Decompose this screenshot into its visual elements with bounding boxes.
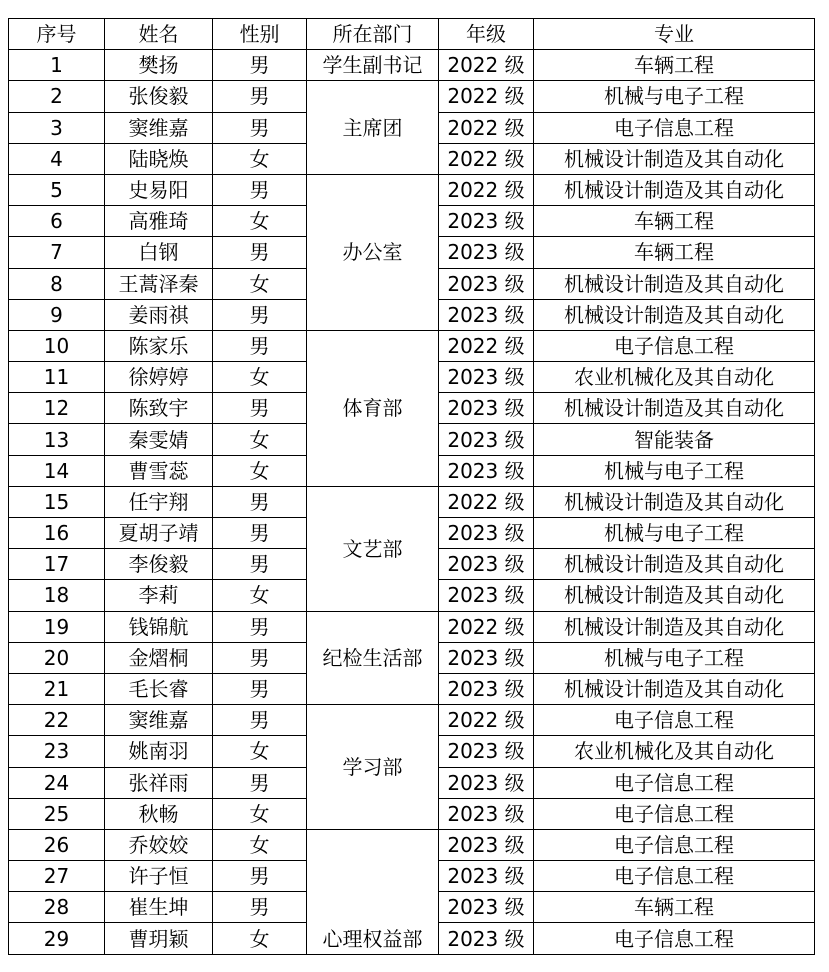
table-row	[9, 611, 815, 642]
cell-index: 7	[9, 237, 105, 268]
cell-major: 机械设计制造及其自动化	[534, 268, 815, 299]
cell-gender: 男	[213, 81, 307, 112]
cell-grade: 2022 级	[439, 50, 534, 81]
cell-index: 17	[9, 549, 105, 580]
cell-gender: 男	[213, 549, 307, 580]
cell-gender: 男	[213, 112, 307, 143]
cell-gender: 女	[213, 362, 307, 393]
cell-name: 张祥雨	[105, 767, 213, 798]
cell-major: 电子信息工程	[534, 798, 815, 829]
cell-major: 机械设计制造及其自动化	[534, 611, 815, 642]
cell-grade: 2023 级	[439, 237, 534, 268]
cell-name: 窦维嘉	[105, 705, 213, 736]
cell-name: 毛长睿	[105, 673, 213, 704]
cell-gender: 女	[213, 923, 307, 954]
cell-grade: 2023 级	[439, 829, 534, 860]
cell-name: 徐婷婷	[105, 362, 213, 393]
cell-gender: 男	[213, 50, 307, 81]
cell-gender: 男	[213, 705, 307, 736]
cell-index: 29	[9, 923, 105, 954]
cell-major: 电子信息工程	[534, 705, 815, 736]
cell-major: 车辆工程	[534, 50, 815, 81]
cell-name: 姚南羽	[105, 736, 213, 767]
cell-major: 机械与电子工程	[534, 81, 815, 112]
cell-index: 10	[9, 330, 105, 361]
cell-name: 夏胡子靖	[105, 518, 213, 549]
header-department: 所在部门	[307, 19, 439, 50]
cell-grade: 2023 级	[439, 580, 534, 611]
cell-gender: 男	[213, 174, 307, 205]
cell-index: 25	[9, 798, 105, 829]
cell-index: 27	[9, 861, 105, 892]
cell-department: 办公室	[307, 174, 439, 330]
table-body	[9, 50, 815, 954]
cell-name: 樊扬	[105, 50, 213, 81]
header-name: 姓名	[105, 19, 213, 50]
cell-name: 白钢	[105, 237, 213, 268]
cell-grade: 2022 级	[439, 330, 534, 361]
cell-name: 高雅琦	[105, 206, 213, 237]
cell-grade: 2022 级	[439, 143, 534, 174]
cell-index: 5	[9, 174, 105, 205]
cell-gender: 男	[213, 393, 307, 424]
cell-name: 任宇翔	[105, 486, 213, 517]
cell-name: 曹玥颖	[105, 923, 213, 954]
cell-index: 16	[9, 518, 105, 549]
cell-name: 张俊毅	[105, 81, 213, 112]
cell-major: 机械设计制造及其自动化	[534, 299, 815, 330]
cell-index: 18	[9, 580, 105, 611]
cell-department: 学生副书记	[307, 50, 439, 81]
cell-index: 6	[9, 206, 105, 237]
cell-major: 机械设计制造及其自动化	[534, 673, 815, 704]
cell-gender: 男	[213, 767, 307, 798]
cell-department: 主席团	[307, 81, 439, 175]
cell-grade: 2023 级	[439, 455, 534, 486]
header-index: 序号	[9, 19, 105, 50]
cell-grade: 2023 级	[439, 206, 534, 237]
header-major: 专业	[534, 19, 815, 50]
cell-gender: 男	[213, 330, 307, 361]
cell-major: 车辆工程	[534, 237, 815, 268]
cell-grade: 2022 级	[439, 112, 534, 143]
cell-department: 文艺部	[307, 486, 439, 611]
cell-index: 13	[9, 424, 105, 455]
cell-major: 智能装备	[534, 424, 815, 455]
cell-major: 机械与电子工程	[534, 518, 815, 549]
cell-index: 24	[9, 767, 105, 798]
cell-major: 电子信息工程	[534, 923, 815, 954]
cell-gender: 男	[213, 861, 307, 892]
cell-name: 陈致宇	[105, 393, 213, 424]
cell-name: 窦维嘉	[105, 112, 213, 143]
cell-grade: 2023 级	[439, 393, 534, 424]
cell-gender: 男	[213, 486, 307, 517]
header-grade: 年级	[439, 19, 534, 50]
cell-name: 陈家乐	[105, 330, 213, 361]
cell-name: 曹雪蕊	[105, 455, 213, 486]
table-row	[9, 705, 815, 736]
cell-department: 心理权益部	[307, 829, 439, 954]
cell-grade: 2023 级	[439, 736, 534, 767]
cell-major: 机械与电子工程	[534, 642, 815, 673]
cell-major: 电子信息工程	[534, 112, 815, 143]
cell-grade: 2023 级	[439, 798, 534, 829]
cell-name: 陆晓焕	[105, 143, 213, 174]
cell-grade: 2022 级	[439, 486, 534, 517]
cell-major: 机械设计制造及其自动化	[534, 393, 815, 424]
cell-department: 学习部	[307, 705, 439, 830]
table-row	[9, 330, 815, 361]
cell-gender: 女	[213, 736, 307, 767]
cell-index: 2	[9, 81, 105, 112]
cell-name: 许子恒	[105, 861, 213, 892]
cell-index: 12	[9, 393, 105, 424]
cell-gender: 男	[213, 611, 307, 642]
cell-grade: 2023 级	[439, 268, 534, 299]
cell-major: 机械设计制造及其自动化	[534, 143, 815, 174]
cell-major: 机械设计制造及其自动化	[534, 174, 815, 205]
cell-department: 体育部	[307, 330, 439, 486]
cell-major: 电子信息工程	[534, 861, 815, 892]
cell-name: 钱锦航	[105, 611, 213, 642]
cell-gender: 女	[213, 143, 307, 174]
cell-grade: 2022 级	[439, 174, 534, 205]
cell-gender: 男	[213, 518, 307, 549]
cell-major: 电子信息工程	[534, 829, 815, 860]
cell-grade: 2023 级	[439, 923, 534, 954]
cell-gender: 女	[213, 455, 307, 486]
cell-gender: 女	[213, 580, 307, 611]
member-table	[8, 18, 815, 955]
cell-grade: 2023 级	[439, 518, 534, 549]
cell-gender: 女	[213, 424, 307, 455]
cell-index: 22	[9, 705, 105, 736]
header-row	[9, 19, 815, 50]
cell-grade: 2022 级	[439, 705, 534, 736]
cell-index: 4	[9, 143, 105, 174]
cell-major: 农业机械化及其自动化	[534, 362, 815, 393]
cell-gender: 女	[213, 829, 307, 860]
cell-name: 乔姣姣	[105, 829, 213, 860]
cell-gender: 男	[213, 673, 307, 704]
cell-grade: 2023 级	[439, 549, 534, 580]
cell-major: 车辆工程	[534, 206, 815, 237]
cell-major: 电子信息工程	[534, 767, 815, 798]
cell-name: 李俊毅	[105, 549, 213, 580]
cell-index: 28	[9, 892, 105, 923]
cell-major: 机械设计制造及其自动化	[534, 580, 815, 611]
cell-major: 机械设计制造及其自动化	[534, 486, 815, 517]
cell-index: 8	[9, 268, 105, 299]
cell-index: 19	[9, 611, 105, 642]
cell-grade: 2022 级	[439, 81, 534, 112]
table-row	[9, 50, 815, 81]
cell-name: 姜雨祺	[105, 299, 213, 330]
cell-index: 23	[9, 736, 105, 767]
cell-major: 电子信息工程	[534, 330, 815, 361]
cell-name: 秦雯婧	[105, 424, 213, 455]
cell-gender: 女	[213, 268, 307, 299]
cell-major: 农业机械化及其自动化	[534, 736, 815, 767]
cell-grade: 2023 级	[439, 424, 534, 455]
cell-grade: 2022 级	[439, 611, 534, 642]
cell-gender: 男	[213, 237, 307, 268]
cell-grade: 2023 级	[439, 299, 534, 330]
table-row	[9, 81, 815, 112]
cell-index: 11	[9, 362, 105, 393]
cell-gender: 女	[213, 206, 307, 237]
cell-index: 26	[9, 829, 105, 860]
cell-name: 崔生坤	[105, 892, 213, 923]
cell-index: 1	[9, 50, 105, 81]
cell-name: 王蒿泽秦	[105, 268, 213, 299]
cell-name: 秋畅	[105, 798, 213, 829]
cell-grade: 2023 级	[439, 673, 534, 704]
cell-gender: 男	[213, 892, 307, 923]
cell-name: 史易阳	[105, 174, 213, 205]
cell-index: 15	[9, 486, 105, 517]
cell-major: 车辆工程	[534, 892, 815, 923]
cell-grade: 2023 级	[439, 892, 534, 923]
cell-name: 金熠桐	[105, 642, 213, 673]
cell-index: 21	[9, 673, 105, 704]
header-gender: 性别	[213, 19, 307, 50]
cell-department: 纪检生活部	[307, 611, 439, 705]
cell-index: 3	[9, 112, 105, 143]
cell-grade: 2023 级	[439, 362, 534, 393]
cell-gender: 男	[213, 299, 307, 330]
table-row	[9, 486, 815, 517]
cell-grade: 2023 级	[439, 767, 534, 798]
cell-gender: 男	[213, 642, 307, 673]
cell-major: 机械与电子工程	[534, 455, 815, 486]
cell-major: 机械设计制造及其自动化	[534, 549, 815, 580]
cell-gender: 女	[213, 798, 307, 829]
cell-index: 20	[9, 642, 105, 673]
cell-name: 李莉	[105, 580, 213, 611]
table-row	[9, 829, 815, 860]
cell-grade: 2023 级	[439, 861, 534, 892]
cell-grade: 2023 级	[439, 642, 534, 673]
cell-index: 14	[9, 455, 105, 486]
table-row	[9, 174, 815, 205]
cell-index: 9	[9, 299, 105, 330]
